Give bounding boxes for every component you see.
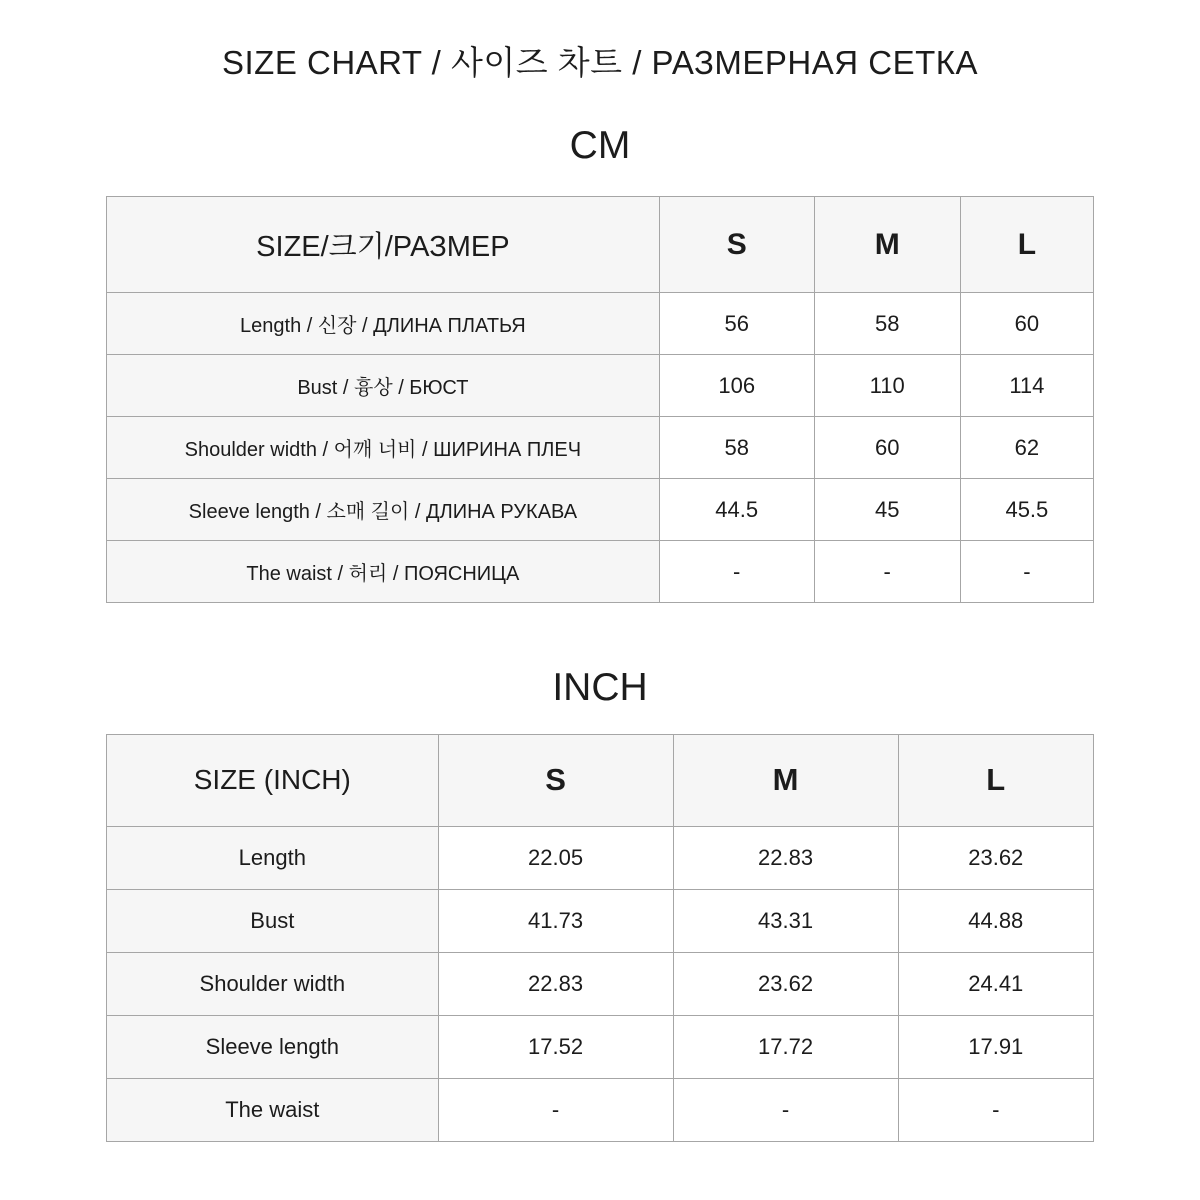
inch-shoulder-width-m: 23.62 [673, 952, 898, 1015]
table-row [107, 826, 1094, 889]
cm-sleeve-length-l: 45.5 [960, 479, 1093, 541]
cm-length-m: 58 [814, 293, 960, 355]
table-row [107, 1015, 1094, 1078]
inch-header-size-m: M [673, 734, 898, 826]
inch-header-label: SIZE (INCH) [107, 734, 439, 826]
cm-waist-label: The waist / 허리 / ПОЯСНИЦА [107, 541, 660, 603]
cm-header-size-l: L [960, 197, 1093, 293]
cm-section-heading: CM [569, 124, 631, 168]
inch-waist-s: - [438, 1078, 673, 1141]
inch-waist-m: - [673, 1078, 898, 1141]
inch-header-size-l: L [898, 734, 1093, 826]
inch-bust-m: 43.31 [673, 889, 898, 952]
cm-header-size-s: S [659, 197, 814, 293]
cm-length-label: Length / 신장 / ДЛИНА ПЛАТЬЯ [107, 293, 660, 355]
inch-bust-s: 41.73 [438, 889, 673, 952]
inch-header-row [107, 734, 1094, 826]
cm-sleeve-length-m: 45 [814, 479, 960, 541]
table-row [107, 417, 1094, 479]
cm-header-size-m: M [814, 197, 960, 293]
inch-waist-l: - [898, 1078, 1093, 1141]
inch-sleeve-length-l: 17.91 [898, 1015, 1093, 1078]
inch-bust-l: 44.88 [898, 889, 1093, 952]
cm-shoulder-width-m: 60 [814, 417, 960, 479]
inch-shoulder-width-label: Shoulder width [107, 952, 439, 1015]
table-row [107, 1078, 1094, 1141]
inch-sleeve-length-m: 17.72 [673, 1015, 898, 1078]
inch-sleeve-length-label: Sleeve length [107, 1015, 439, 1078]
inch-sleeve-length-s: 17.52 [438, 1015, 673, 1078]
table-row [107, 952, 1094, 1015]
cm-shoulder-width-s: 58 [659, 417, 814, 479]
inch-shoulder-width-s: 22.83 [438, 952, 673, 1015]
cm-size-table [106, 196, 1094, 603]
inch-section-heading: INCH [552, 666, 648, 710]
page-title: SIZE CHART / 사이즈 차트 / РАЗМЕРНАЯ СЕТКА [221, 44, 979, 81]
cm-shoulder-width-label: Shoulder width / 어깨 너비 / ШИРИНА ПЛЕЧ [107, 417, 660, 479]
cm-bust-label: Bust / 흉상 / БЮСТ [107, 355, 660, 417]
inch-table-wrapper [106, 734, 1094, 1142]
cm-bust-l: 114 [960, 355, 1093, 417]
inch-length-l: 23.62 [898, 826, 1093, 889]
cm-header-row [107, 197, 1094, 293]
inch-header-size-s: S [438, 734, 673, 826]
table-row [107, 541, 1094, 603]
table-row [107, 355, 1094, 417]
inch-waist-label: The waist [107, 1078, 439, 1141]
cm-waist-m: - [814, 541, 960, 603]
cm-sleeve-length-label: Sleeve length / 소매 길이 / ДЛИНА РУКАВА [107, 479, 660, 541]
cm-table-wrapper [106, 196, 1094, 603]
cm-header-label: SIZE/크기/РАЗМЕР [107, 197, 660, 293]
inch-shoulder-width-l: 24.41 [898, 952, 1093, 1015]
cm-shoulder-width-l: 62 [960, 417, 1093, 479]
inch-length-s: 22.05 [438, 826, 673, 889]
inch-length-m: 22.83 [673, 826, 898, 889]
inch-length-label: Length [107, 826, 439, 889]
table-row [107, 889, 1094, 952]
table-row [107, 479, 1094, 541]
inch-size-table [106, 734, 1094, 1142]
cm-waist-l: - [960, 541, 1093, 603]
inch-bust-label: Bust [107, 889, 439, 952]
table-row [107, 293, 1094, 355]
cm-waist-s: - [659, 541, 814, 603]
cm-length-s: 56 [659, 293, 814, 355]
cm-bust-s: 106 [659, 355, 814, 417]
cm-length-l: 60 [960, 293, 1093, 355]
cm-bust-m: 110 [814, 355, 960, 417]
cm-sleeve-length-s: 44.5 [659, 479, 814, 541]
